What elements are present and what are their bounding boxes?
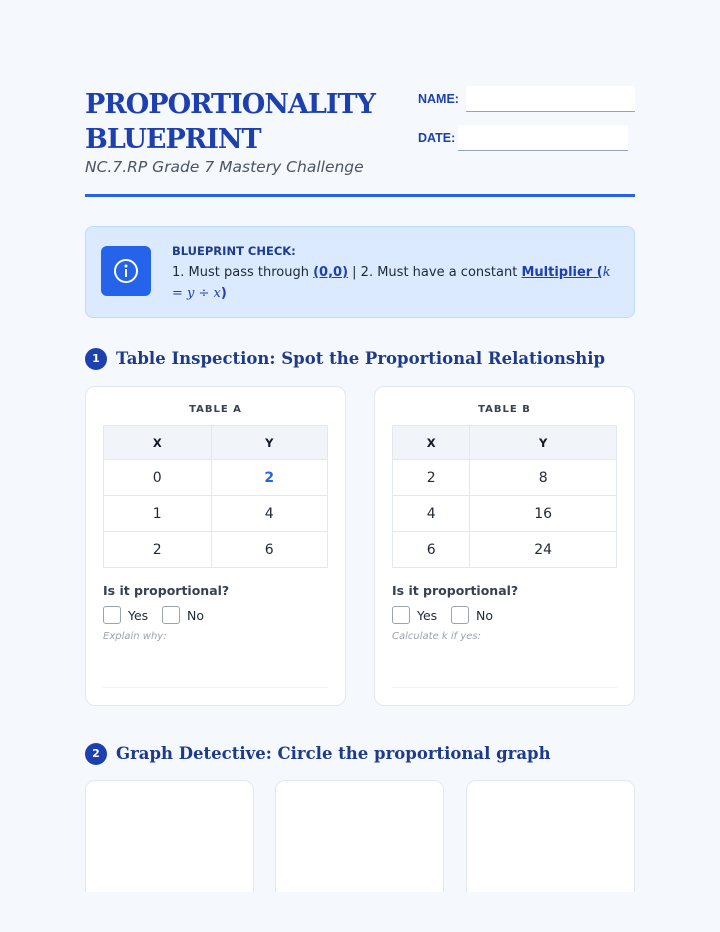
table-cell: 24 xyxy=(470,532,617,568)
table-b-yes-checkbox[interactable] xyxy=(392,606,410,624)
table-b xyxy=(392,425,617,568)
table-b-question: Is it proportional? xyxy=(392,583,519,598)
callout-rule-1: 1. Must pass through xyxy=(172,265,314,280)
table-row xyxy=(104,460,328,496)
graph-card-3[interactable] xyxy=(466,780,635,892)
table-cell: 0 xyxy=(104,460,212,496)
section-2-title: Graph Detective: Circle the proportional graph xyxy=(116,744,551,763)
table-b-card xyxy=(374,386,635,706)
table-a-card xyxy=(85,386,346,706)
section-1-title: Table Inspection: Spot the Proportional Relationship xyxy=(116,349,606,368)
formula-k: k xyxy=(602,265,611,280)
table-a-yes-checkbox[interactable] xyxy=(103,606,121,624)
table-b-hint: Calculate k if yes: xyxy=(392,631,481,642)
table-b-header-x: X xyxy=(393,426,470,460)
section-1-number: 1 xyxy=(85,348,107,370)
table-b-label: TABLE B xyxy=(478,404,531,415)
blueprint-check-callout xyxy=(85,226,635,318)
name-field[interactable] xyxy=(466,86,635,112)
table-row xyxy=(104,532,328,568)
table-a-answer-line[interactable] xyxy=(103,687,328,688)
callout-rule-2: | 2. Must have a constant xyxy=(348,265,522,280)
table-b-no-label: No xyxy=(476,608,493,623)
table-a-header-x: X xyxy=(104,426,212,460)
table-b-yes-label: Yes xyxy=(417,608,438,623)
table-cell: 4 xyxy=(211,496,328,532)
table-row xyxy=(393,532,617,568)
table-a-hint: Explain why: xyxy=(103,631,167,642)
table-b-answer-line[interactable] xyxy=(392,687,617,688)
graph-card-1[interactable] xyxy=(85,780,254,892)
table-cell: 8 xyxy=(470,460,617,496)
table-cell: 2 xyxy=(211,460,328,496)
formula-close: ) xyxy=(220,286,227,301)
table-a-question: Is it proportional? xyxy=(103,583,230,598)
header-divider xyxy=(85,194,635,197)
table-row xyxy=(393,460,617,496)
table-cell: 2 xyxy=(104,532,212,568)
origin-term: (0,0) xyxy=(313,265,349,280)
date-label: DATE: xyxy=(418,131,456,145)
table-a-header-y: Y xyxy=(211,426,328,460)
callout-text xyxy=(172,262,622,304)
table-a xyxy=(103,425,328,568)
page-subtitle: NC.7.RP Grade 7 Mastery Challenge xyxy=(85,158,364,176)
date-field[interactable] xyxy=(458,125,628,151)
name-label: NAME: xyxy=(418,92,459,106)
formula-rest: = y ÷ x xyxy=(172,286,221,301)
table-cell: 2 xyxy=(393,460,470,496)
table-cell: 4 xyxy=(393,496,470,532)
table-a-label: TABLE A xyxy=(189,404,242,415)
table-row xyxy=(104,496,328,532)
table-row xyxy=(393,496,617,532)
graph-card-2[interactable] xyxy=(275,780,444,892)
callout-title: BLUEPRINT CHECK: xyxy=(172,244,296,258)
table-a-no-checkbox[interactable] xyxy=(162,606,180,624)
table-b-no-checkbox[interactable] xyxy=(451,606,469,624)
multiplier-term: Multiplier ( xyxy=(521,265,603,280)
table-cell: 1 xyxy=(104,496,212,532)
table-cell: 16 xyxy=(470,496,617,532)
page-title: PROPORTIONALITY BLUEPRINT xyxy=(85,89,375,155)
table-a-no-label: No xyxy=(187,608,204,623)
table-cell: 6 xyxy=(211,532,328,568)
table-cell: 6 xyxy=(393,532,470,568)
table-b-header-y: Y xyxy=(470,426,617,460)
section-2-number: 2 xyxy=(85,743,107,765)
info-icon xyxy=(101,246,151,296)
table-a-yes-label: Yes xyxy=(128,608,149,623)
